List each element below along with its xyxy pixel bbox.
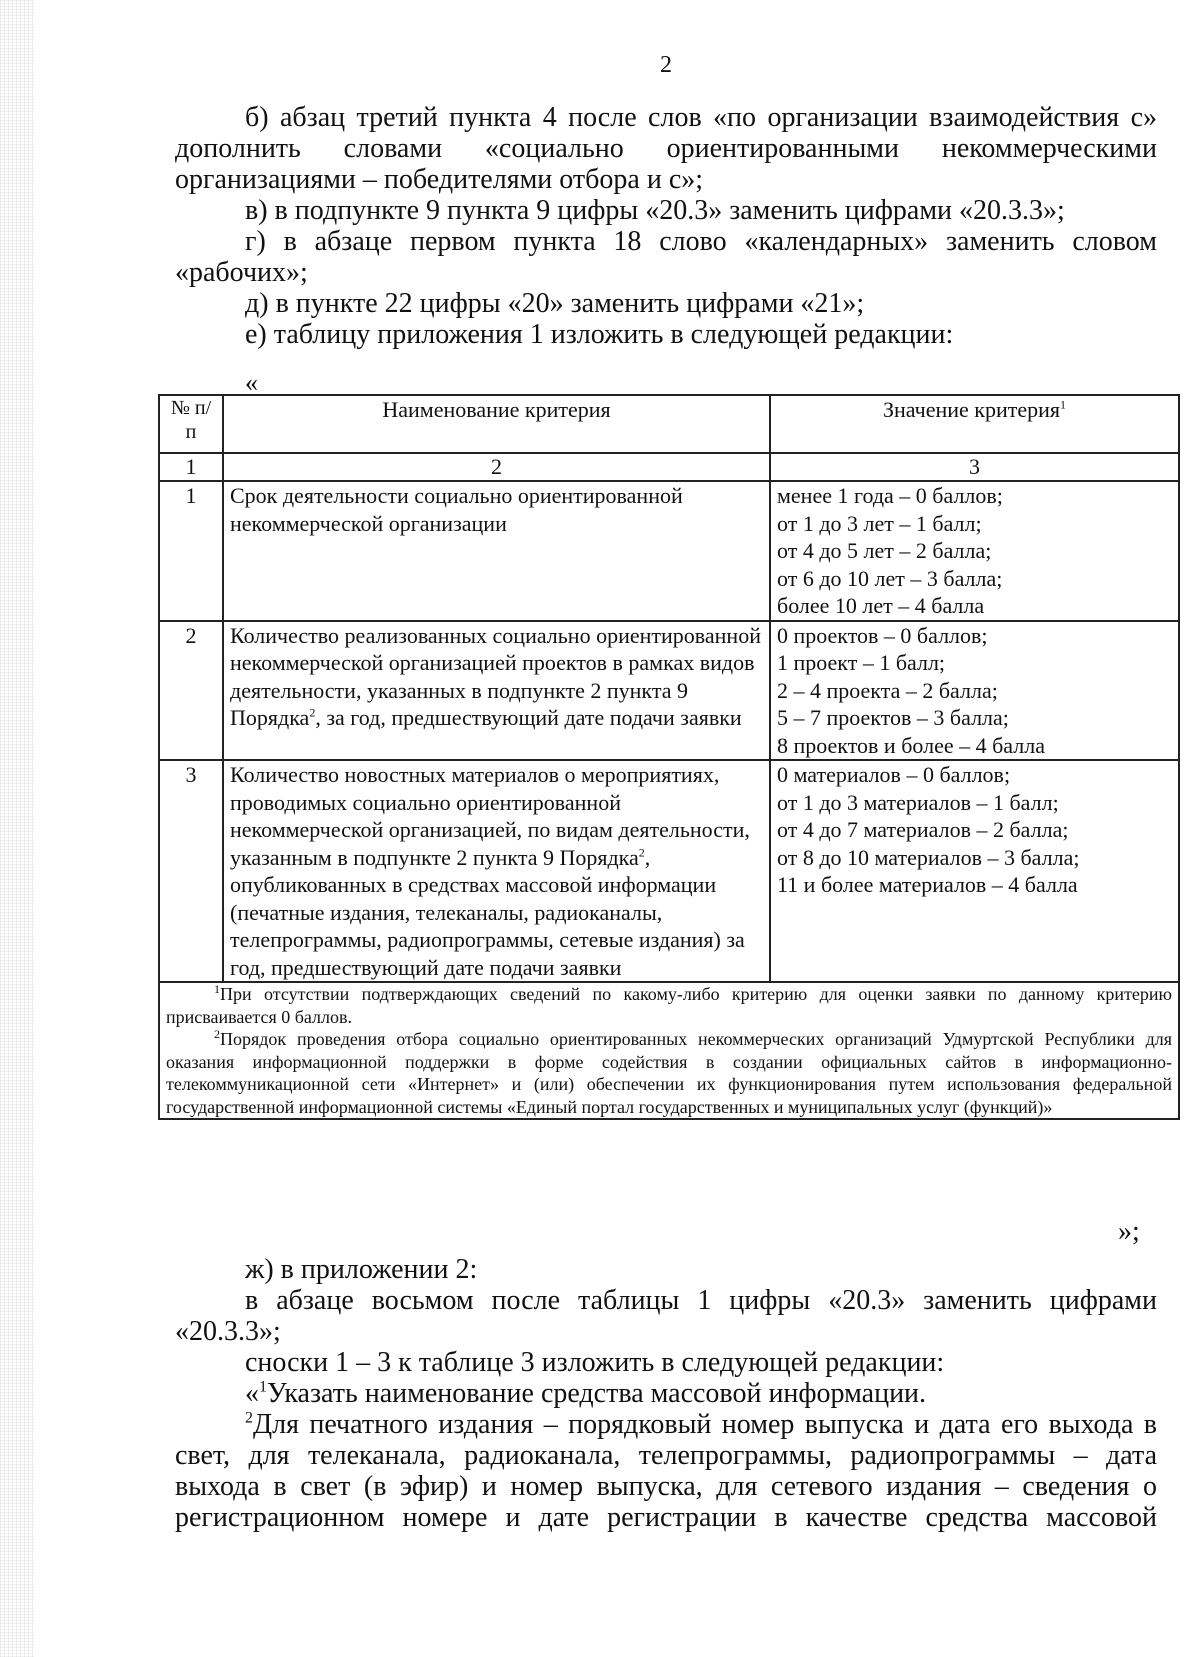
value-line: 5 – 7 проектов – 3 балла; bbox=[777, 705, 1009, 730]
column-numbers-row bbox=[159, 453, 1179, 481]
value-line: менее 1 года – 0 баллов; bbox=[777, 483, 1003, 508]
value-line: 0 материалов – 0 баллов; bbox=[777, 762, 1011, 787]
header-value-text: Значение критерия bbox=[882, 397, 1061, 422]
paragraph-zh: ж) в приложении 2: bbox=[245, 1254, 478, 1285]
value-line: более 10 лет – 4 балла bbox=[777, 593, 985, 618]
page-number: 2 bbox=[660, 52, 672, 78]
footnote-sup: 1 bbox=[214, 982, 220, 996]
value-line: от 8 до 10 материалов – 3 балла; bbox=[777, 844, 1080, 870]
header-num: № п/п bbox=[159, 395, 223, 453]
row-num: 3 bbox=[159, 760, 223, 982]
value-line: от 6 до 10 лет – 3 балла; bbox=[777, 565, 1003, 591]
paragraph-b: б) абзац третий пункта 4 после слов «по организации взаимодействия с» дополнить словами «социально ориентированными некоммерческими организациями – победителями отбора и с»; bbox=[175, 102, 1157, 195]
criterion-sup: 2 bbox=[309, 705, 316, 720]
criterion-text-cont: , за год, предшествующий дате подачи заявки bbox=[315, 705, 742, 730]
scan-edge-noise bbox=[0, 0, 34, 1657]
column-number: 1 bbox=[159, 453, 223, 481]
paragraph-abzac: в абзаце восьмом после таблицы 1 цифры «20.3» заменить цифрами «20.3.3»; bbox=[175, 1285, 1157, 1347]
paragraph-d: д) в пункте 22 цифры «20» заменить цифрами «21»; bbox=[245, 288, 865, 319]
footnote-text: Порядок проведения отбора социально ориентированных некоммерческих организаций Удмуртской Республики для оказания информационной поддержки в форме содействия в создании официальных сайтов в информационно-телекоммуникационной сети «Интернет» и (или) обеспечении их функционирования путем использования федеральной государственной информационной системы «Единый портал государственных и муниципальных услуг (функций)» bbox=[166, 1029, 1172, 1117]
header-value bbox=[770, 395, 1179, 453]
table-footnotes bbox=[159, 982, 1179, 1119]
row-criterion: Срок деятельности социально ориентированной некоммерческой организации bbox=[223, 481, 770, 621]
criterion-text: Количество новостных материалов о мероприятиях, проводимых социально ориентированной некоммерческой организацией, по видам деятельности, указанным в подпункте 2 пункта 9 Порядка bbox=[230, 762, 750, 870]
fn2-text: Для печатного издания – порядковый номер выпуска и дата его выхода в свет, для телеканала, радиоканала, телепрограммы, радиопрограммы – дата выхода в свет (в эфир) и номер выпуска, для сетевого издания – сведения о регистрационном номере и дате регистрации в качестве средства массовой bbox=[175, 1409, 1157, 1533]
amendments-before-table bbox=[175, 102, 1157, 350]
column-number: 3 bbox=[770, 453, 1179, 481]
value-line: 11 и более материалов – 4 балла bbox=[777, 872, 1078, 897]
paragraph-footnote-2 bbox=[175, 1409, 1157, 1533]
value-line: от 1 до 3 материалов – 1 балл; bbox=[777, 789, 1059, 815]
value-line: 2 – 4 проекта – 2 балла; bbox=[777, 677, 998, 703]
row-values bbox=[770, 760, 1179, 982]
value-line: 8 проектов и более – 4 балла bbox=[777, 732, 1045, 758]
paragraph-footnote-1 bbox=[175, 1378, 1157, 1409]
table-row bbox=[159, 760, 1179, 982]
table-footnotes-row bbox=[159, 982, 1179, 1119]
amendments-after-table bbox=[175, 1254, 1157, 1533]
criterion-text: Количество реализованных социально ориентированной некоммерческой организацией проектов в рамках видов деятельности, указанных в подпункте 2 пункта 9 Порядка bbox=[230, 622, 761, 730]
row-num: 2 bbox=[159, 621, 223, 761]
fn1-sup: 1 bbox=[259, 1378, 267, 1396]
row-criterion bbox=[223, 621, 770, 761]
paragraph-v: в) в подпункте 9 пункта 9 цифры «20.3» заменить цифрами «20.3.3»; bbox=[245, 195, 1065, 226]
value-line: от 4 до 7 материалов – 2 балла; bbox=[777, 817, 1069, 842]
table-row bbox=[159, 481, 1179, 621]
value-line: от 1 до 3 лет – 1 балл; bbox=[777, 510, 982, 536]
column-number: 2 bbox=[223, 453, 770, 481]
value-line: 0 проектов – 0 баллов; bbox=[777, 622, 988, 648]
paragraph-g: г) в абзаце первом пункта 18 слово «календарных» заменить словом «рабочих»; bbox=[175, 226, 1157, 288]
criterion-sup: 2 bbox=[638, 845, 645, 860]
header-value-sup: 1 bbox=[1060, 397, 1067, 412]
fn2-sup: 2 bbox=[245, 1409, 253, 1427]
table-row bbox=[159, 621, 1179, 761]
table-footnote-1 bbox=[166, 983, 1172, 1028]
fn1-text: Указать наименование средства массовой информации. bbox=[267, 1378, 927, 1409]
table-footnote-2 bbox=[166, 1028, 1172, 1118]
criteria-table bbox=[158, 394, 1180, 1120]
value-line: 1 проект – 1 балл; bbox=[777, 650, 946, 675]
row-criterion bbox=[223, 760, 770, 982]
row-num: 1 bbox=[159, 481, 223, 621]
footnote-text: При отсутствии подтверждающих сведений по какому-либо критерию для оценки заявки по данному критерию присваивается 0 баллов. bbox=[166, 984, 1172, 1027]
paragraph-snoski: сноски 1 – 3 к таблице 3 изложить в следующей редакции: bbox=[245, 1347, 945, 1378]
value-line: от 4 до 5 лет – 2 балла; bbox=[777, 538, 992, 563]
paragraph-e: е) таблицу приложения 1 изложить в следующей редакции: bbox=[245, 319, 954, 350]
table-open-quote: « bbox=[245, 368, 258, 397]
row-values bbox=[770, 621, 1179, 761]
footnote-sup: 2 bbox=[214, 1027, 220, 1041]
row-values bbox=[770, 481, 1179, 621]
criterion-text-cont: , опубликованных в средствах массовой информации (печатные издания, телеканалы, радиоканалы, телепрограммы, радиопрограммы, сетевые издания) за год, предшествующий дате подачи заявки bbox=[230, 844, 745, 980]
header-name: Наименование критерия bbox=[223, 395, 770, 453]
table-close-quote: »; bbox=[1118, 1216, 1140, 1247]
fn1-open-quote: « bbox=[245, 1378, 259, 1409]
table-header-row bbox=[159, 395, 1179, 453]
